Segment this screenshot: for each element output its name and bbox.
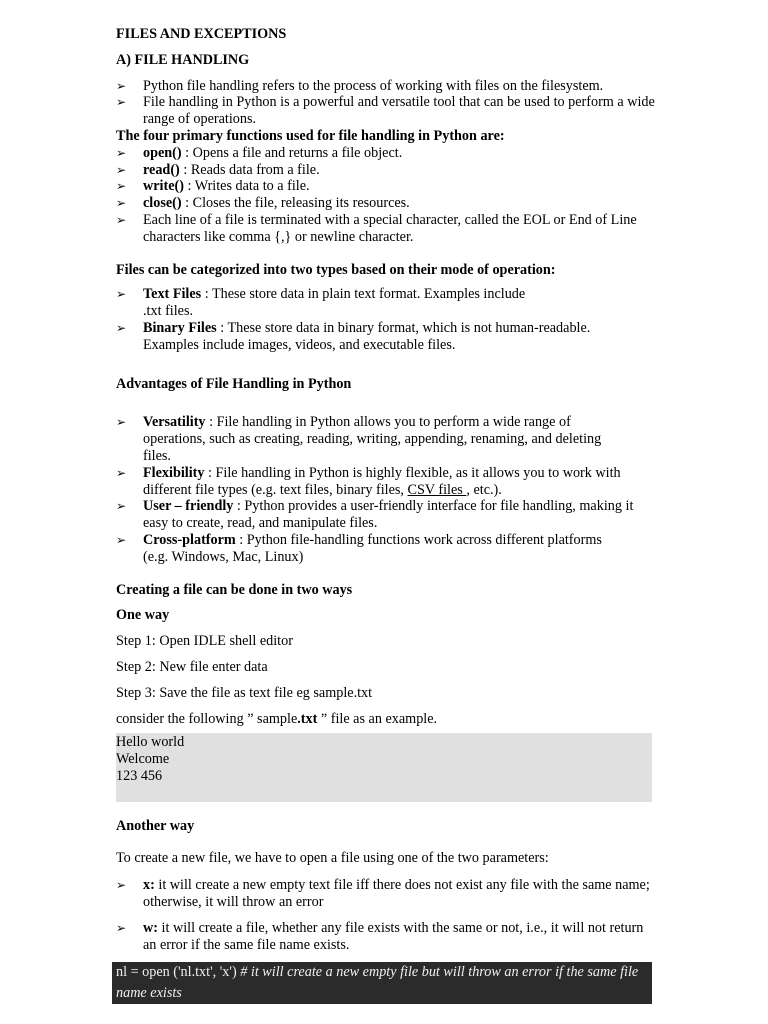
arrow-bullet-icon: ➢ <box>116 179 127 194</box>
arrow-bullet-icon: ➢ <box>116 532 127 547</box>
document-body <box>116 26 656 953</box>
list-item: ➢ Versatility : File handling in Python allows you to perform a wide range of operations, such as creating, reading, writing, appending, renaming, and deleting files. <box>116 414 602 464</box>
consider-text: consider the following ” sample.txt ” file as an example. <box>116 710 438 727</box>
code-block <box>112 962 652 1004</box>
section-heading-file-handling: A) FILE HANDLING <box>116 51 250 68</box>
one-way-heading: One way <box>116 607 170 624</box>
list-item: ➢ open() : Opens a file and returns a file object. <box>116 144 403 161</box>
arrow-bullet-icon: ➢ <box>116 196 127 211</box>
step-1: Step 1: Open IDLE shell editor <box>116 633 293 650</box>
arrow-bullet-icon: ➢ <box>116 212 127 227</box>
list-item: ➢ write() : Writes data to a file. <box>116 178 310 195</box>
arrow-bullet-icon: ➢ <box>116 287 127 302</box>
page-title: FILES AND EXCEPTIONS <box>116 26 287 42</box>
step-2: Step 2: New file enter data <box>116 658 268 675</box>
sample-line: 123 456 <box>116 767 163 784</box>
list-item: ➢ w: it will create a file, whether any file exists with the same or not, i.e., it will not return an error if the same file name exists. <box>116 919 644 953</box>
list-item: ➢ x: it will create a new empty text file iff there does not exist any file with the same name; otherwise, it will throw an error <box>116 877 650 911</box>
arrow-bullet-icon: ➢ <box>116 162 127 177</box>
code-comment: # it will create a new empty file but will throw an error if the same file name exists <box>116 964 639 1001</box>
list-item: ➢ close() : Closes the file, releasing its resources. <box>116 195 410 212</box>
list-item: ➢ Python file handling refers to the process of working with files on the filesystem. <box>116 77 604 94</box>
sample-line: Hello world <box>116 734 185 751</box>
sample-line: Welcome <box>116 751 170 768</box>
arrow-bullet-icon: ➢ <box>116 920 127 935</box>
file-types-list <box>116 286 656 353</box>
list-item: ➢ Each line of a file is terminated with a special character, called the EOL or End of Line characters like comma {,} or newline character. <box>116 211 637 245</box>
step-3: Step 3: Save the file as text file eg sample.txt <box>116 684 373 701</box>
sample-file-box <box>116 733 652 801</box>
list-item: ➢ Cross-platform : Python file-handling functions work across different platforms (e.g. Windows, Mac, Linux) <box>116 531 602 565</box>
creating-heading: Creating a file can be done in two ways <box>116 581 353 598</box>
functions-heading: The four primary functions used for file handling in Python are: <box>116 127 505 144</box>
list-item: ➢ Text Files : These store data in plain text format. Examples include .txt files. <box>116 286 526 320</box>
list-item: ➢ Flexibility : File handling in Python is highly flexible, as it allows you to work with different file types (e.g. text files, binary files, CSV files , etc.). <box>116 464 621 498</box>
arrow-bullet-icon: ➢ <box>116 465 127 480</box>
functions-list <box>116 145 656 246</box>
modes-list <box>116 877 656 953</box>
advantages-heading: Advantages of File Handling in Python <box>116 375 352 392</box>
list-item: ➢ Binary Files : These store data in binary format, which is not human-readable. Examples include images, videos, and executable files. <box>116 319 591 353</box>
arrow-bullet-icon: ➢ <box>116 499 127 514</box>
arrow-bullet-icon: ➢ <box>116 145 127 160</box>
arrow-bullet-icon: ➢ <box>116 78 127 93</box>
arrow-bullet-icon: ➢ <box>116 415 127 430</box>
arrow-bullet-icon: ➢ <box>116 878 127 893</box>
file-types-heading: Files can be categorized into two types based on their mode of operation: <box>116 261 556 278</box>
list-item: ➢ read() : Reads data from a file. <box>116 161 320 178</box>
another-way-heading: Another way <box>116 817 195 834</box>
advantages-list <box>116 414 656 565</box>
intro-list <box>116 78 656 128</box>
code-statement: nl = open ('nl.txt', 'x') <box>116 964 241 980</box>
arrow-bullet-icon: ➢ <box>116 95 127 110</box>
csv-files-link[interactable]: CSV files <box>407 481 467 498</box>
create-intro-text: To create a new file, we have to open a file using one of the two parameters: <box>116 850 549 867</box>
list-item: ➢ User – friendly : Python provides a user-friendly interface for file handling, making it easy to create, read, and manipulate files. <box>116 498 634 532</box>
arrow-bullet-icon: ➢ <box>116 320 127 335</box>
list-item: ➢ File handling in Python is a powerful and versatile tool that can be used to perform a wide range of operations. <box>116 94 655 128</box>
